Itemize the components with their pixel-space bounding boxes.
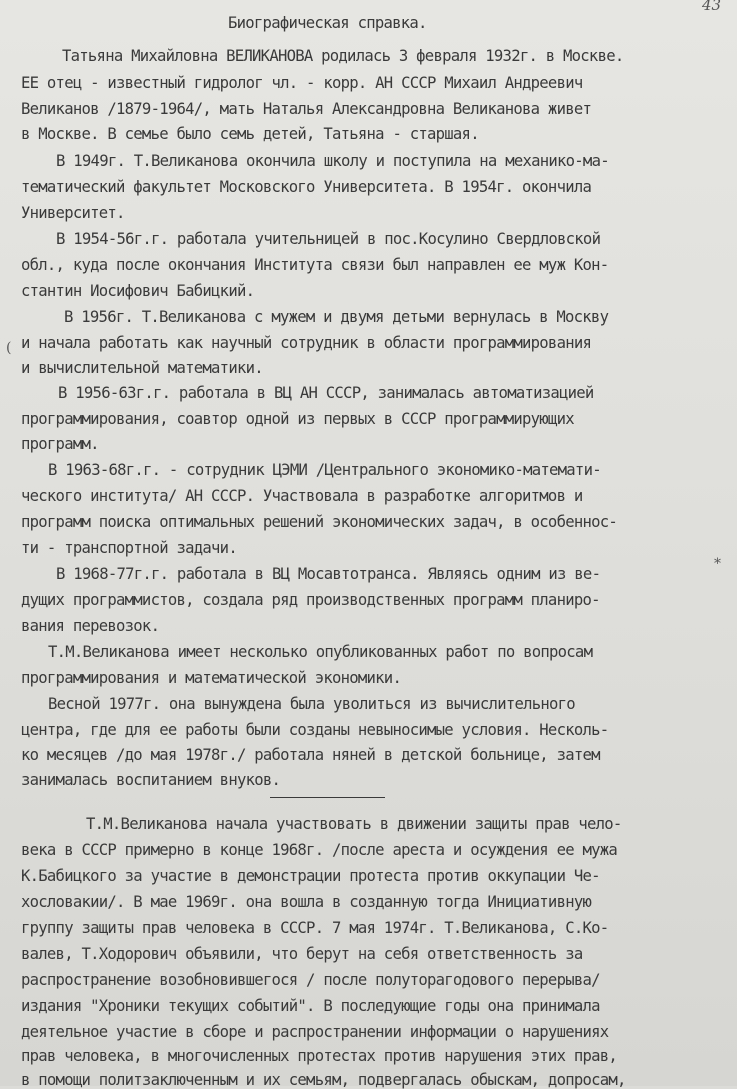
text-line: К.Бабицкого за участие в демонстрации протеста против оккупации Че- <box>21 867 600 885</box>
text-line: деятельное участие в сборе и распространении информации о нарушениях <box>21 1023 609 1041</box>
text-line: Весной 1977г. она вынуждена была уволиться из вычислительного <box>48 695 575 713</box>
text-line: ческого института/ АН СССР. Участвовала в разработке алгоритмов и <box>21 487 583 505</box>
text-line: Татьяна Михайловна ВЕЛИКАНОВА родилась 3 февраля 1932г. в Москве. <box>62 47 624 65</box>
text-line: В 1963-68г.г. - сотрудник ЦЭМИ /Центрального экономико-математи- <box>48 461 601 479</box>
text-line: и начала работать как научный сотрудник в области программирования <box>21 334 592 352</box>
text-line: в Москве. В семье было семь детей, Татьяна - старшая. <box>21 125 479 143</box>
text-line: В 1956-63г.г. работала в ВЦ АН СССР, занималась автоматизацией <box>58 384 594 402</box>
text-line: тематический факультет Московского Университета. В 1954г. окончила <box>21 178 592 196</box>
text-line: прав человека, в многочисленных протестах против нарушения этих прав, <box>21 1047 618 1065</box>
text-line: Т.М.Великанова начала участвовать в движении защиты прав чело- <box>86 815 622 833</box>
text-line: В 1968-77г.г. работала в ВЦ Мосавтотранса. Являясь одним из ве- <box>56 565 601 583</box>
text-line: Великанов /1879-1964/, мать Наталья Александровна Великанова живет <box>21 100 592 118</box>
text-line: в помощи политзаключенным и их семьям, подвергалась обыскам, допросам, <box>21 1071 626 1089</box>
document-title: Биографическая справка. <box>228 14 427 32</box>
text-line: занималась воспитанием внуков. <box>21 771 281 789</box>
text-line: обл., куда после окончания Института связи был направлен ее муж Кон- <box>21 256 609 274</box>
section-divider <box>270 797 385 798</box>
text-line: программирования и математической экономики. <box>21 669 402 687</box>
text-line: века в СССР примерно в конце 1968г. /после ареста и осуждения ее мужа <box>21 841 618 859</box>
text-line: ЕЕ отец - известный гидролог чл. - корр. АН СССР Михаил Андреевич <box>21 74 583 92</box>
text-line: и вычислительной математики. <box>21 359 263 377</box>
text-line: программирования, соавтор одной из первых в СССР программирующих <box>21 410 574 428</box>
text-line: Т.М.Великанова имеет несколько опубликованных работ по вопросам <box>48 643 593 661</box>
text-line: Университет. <box>21 204 125 222</box>
text-line: стантин Иосифович Бабицкий. <box>21 282 255 300</box>
text-line: дущих программистов, создала ряд производственных программ планиро- <box>21 591 600 609</box>
text-line: программ поиска оптимальных решений экономических задач, в особеннос- <box>21 513 618 531</box>
text-line: хословакии/. В мае 1969г. она вошла в созданную тогда Инициативную <box>21 893 592 911</box>
text-line: валев, Т.Ходорович объявили, что берут на себя ответственность за <box>21 945 583 963</box>
text-line: издания "Хроники текущих событий". В последующие годы она принимала <box>21 997 600 1015</box>
text-line: ти - транспортной задачи. <box>21 539 237 557</box>
margin-mark: ( <box>6 340 12 356</box>
text-line: ко месяцев /до мая 1978г./ работала няней в детской больнице, затем <box>21 746 600 764</box>
text-line: программ. <box>21 435 99 453</box>
text-line: В 1954-56г.г. работала учительницей в пос.Косулино Свердловской <box>56 230 601 248</box>
text-line: группу защиты прав человека в СССР. 7 мая 1974г. Т.Великанова, С.Ко- <box>21 919 609 937</box>
margin-mark: * <box>714 556 721 572</box>
page-number: 43 <box>702 0 722 14</box>
text-line: вания перевозок. <box>21 617 160 635</box>
text-line: распространение возобновившегося / после полуторагодового перерыва/ <box>21 971 600 989</box>
text-line: центра, где для ее работы были созданы невыносимые условия. Несколь- <box>21 721 609 739</box>
text-line: В 1949г. Т.Великанова окончила школу и поступила на механико-ма- <box>56 152 609 170</box>
text-line: В 1956г. Т.Великанова с мужем и двумя детьми вернулась в Москву <box>64 308 609 326</box>
